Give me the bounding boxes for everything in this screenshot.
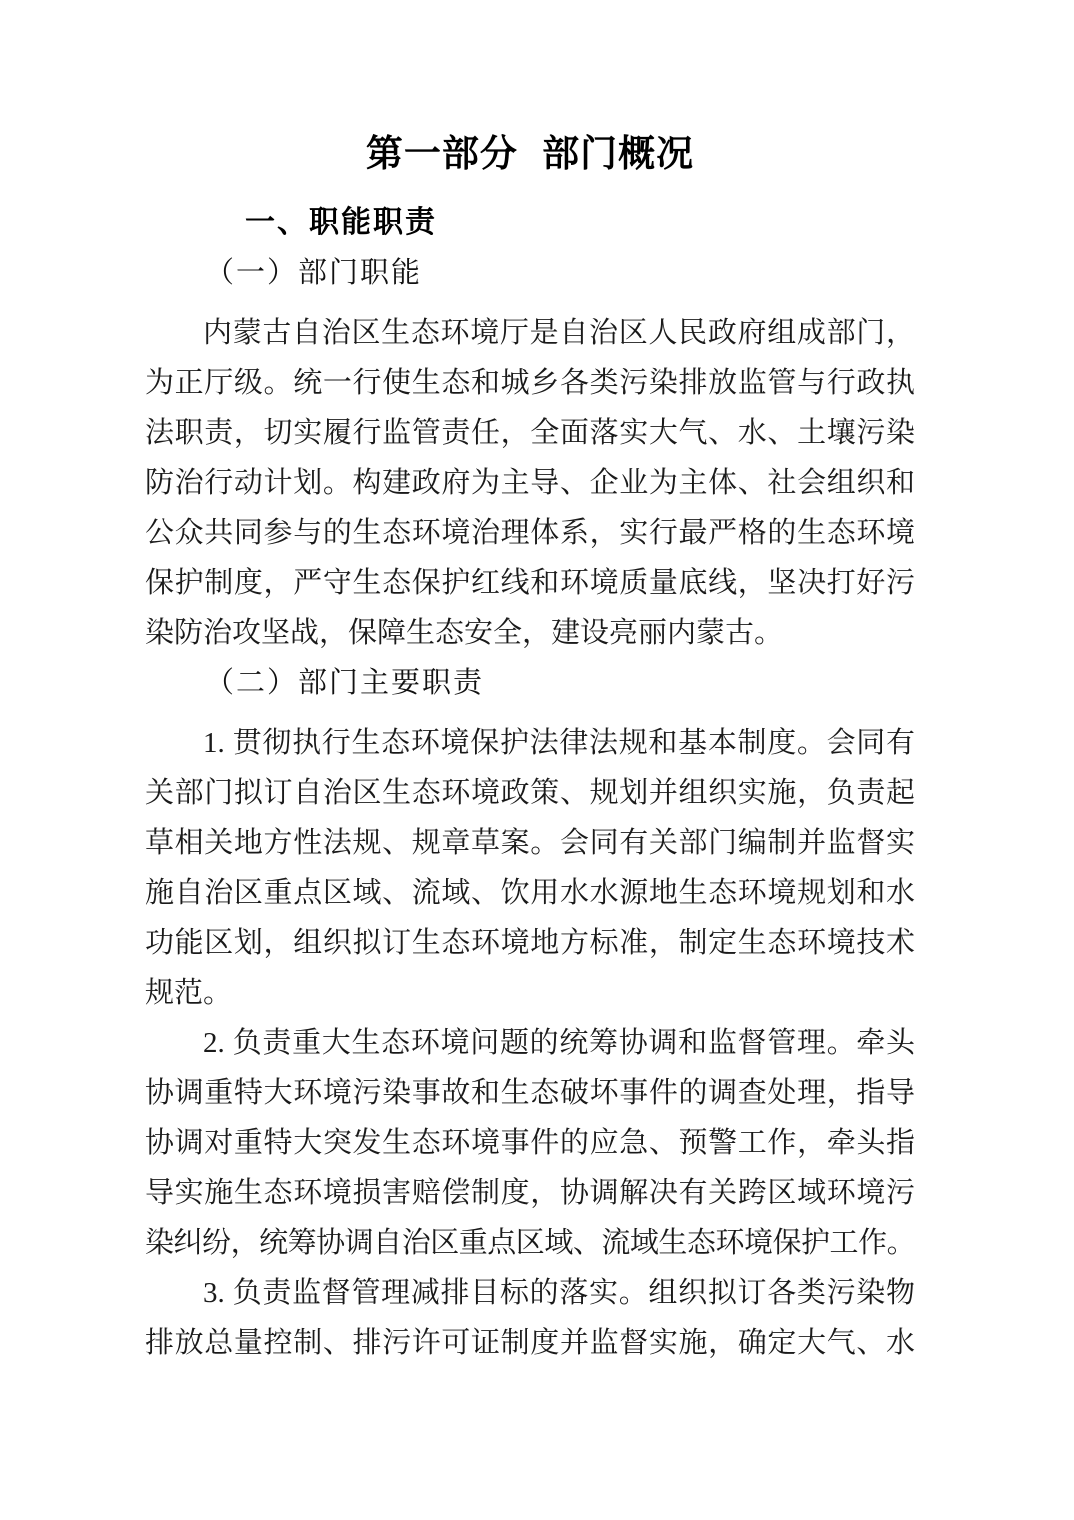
paragraph-department-functions [145, 308, 915, 658]
subheading-main-responsibilities: （二）部门主要职责 [205, 667, 485, 699]
text-line: 协调重特大环境污染事故和生态破坏事件的调查处理，指导 [145, 1077, 915, 1109]
text-line: 功能区划，组织拟订生态环境地方标准，制定生态环境技术 [145, 927, 915, 959]
text-line: 染纠纷，统筹协调自治区重点区域、流域生态环境保护工作。 [145, 1227, 915, 1259]
text-line: 施自治区重点区域、流域、饮用水水源地生态环境规划和水 [145, 877, 915, 909]
text-line: 关部门拟订自治区生态环境政策、规划并组织实施，负责起 [145, 777, 915, 809]
text-line: 草相关地方性法规、规章草案。会同有关部门编制并监督实 [145, 827, 915, 859]
text-line: 法职责，切实履行监管责任，全面落实大气、水、土壤污染 [145, 417, 915, 449]
text-line: 内蒙古自治区生态环境厅是自治区人民政府组成部门， [203, 317, 915, 349]
paragraph-responsibility-3 [145, 1268, 915, 1368]
text-line: 公众共同参与的生态环境治理体系，实行最严格的生态环境 [145, 517, 915, 549]
text-line: 导实施生态环境损害赔偿制度，协调解决有关跨区域环境污 [145, 1177, 915, 1209]
text-line: 为正厅级。统一行使生态和城乡各类污染排放监管与行政执 [145, 367, 915, 399]
text-line: 协调对重特大突发生态环境事件的应急、预警工作，牵头指 [145, 1127, 915, 1159]
text-line: 排放总量控制、排污许可证制度并监督实施，确定大气、水 [145, 1327, 915, 1359]
section-heading-duties: 一、职能职责 [245, 206, 437, 239]
subheading-department-functions: （一）部门职能 [205, 257, 423, 289]
text-line: 2. 负责重大生态环境问题的统筹协调和监督管理。牵头 [203, 1027, 915, 1059]
text-line: 规范。 [145, 977, 233, 1009]
document-title: 第一部分 部门概况 [365, 134, 695, 175]
paragraph-responsibility-2 [145, 1018, 915, 1268]
text-line: 3. 负责监督管理减排目标的落实。组织拟订各类污染物 [203, 1277, 915, 1309]
document-body [145, 198, 915, 1368]
text-line: 防治行动计划。构建政府为主导、企业为主体、社会组织和 [145, 467, 915, 499]
text-line: 保护制度，严守生态保护红线和环境质量底线，坚决打好污 [145, 567, 915, 599]
paragraph-responsibility-1 [145, 718, 915, 1018]
text-line: 1. 贯彻执行生态环境保护法律法规和基本制度。会同有 [203, 727, 915, 759]
text-line: 染防治攻坚战，保障生态安全，建设亮丽内蒙古。 [145, 617, 784, 649]
